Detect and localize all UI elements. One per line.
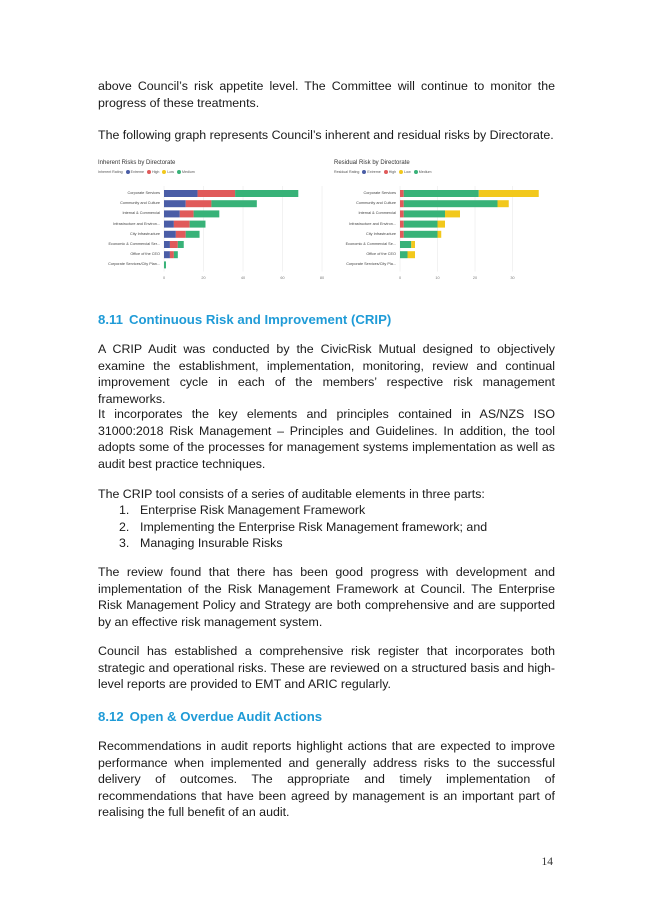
chart-0-tick-label: 20 bbox=[201, 275, 206, 280]
chart-0-plot bbox=[98, 160, 328, 275]
audit-actions-paragraph: Recommendations in audit reports highlight actions that are expected to improve performance when implemented and generally address risks to the successful delivery of outcomes. The appropriate and timely implementation of recommendations that have been agreed by management is an important part of realising the full benefit of an audit. bbox=[98, 739, 555, 819]
chart-1-legend-title: Residual Rating bbox=[334, 170, 360, 174]
chart-1-bar-high bbox=[400, 231, 404, 238]
chart-1-category-label: Corporate Services/City Pla... bbox=[346, 262, 396, 267]
chart-1-category-label: Corporate Services bbox=[363, 191, 396, 195]
chart-0-category-label: Corporate Services/City Plan... bbox=[108, 262, 160, 267]
chart-0-bar-high bbox=[170, 251, 174, 258]
chart-1-bar-medium bbox=[400, 251, 408, 258]
chart-1-legend-entry: Medium bbox=[418, 170, 432, 174]
inherent-risks-chart bbox=[98, 160, 328, 280]
chart-1-bar-high bbox=[400, 200, 404, 207]
chart-0-category-label: Office of the CEO bbox=[130, 252, 160, 257]
section-8-12-number: 8.12 bbox=[98, 709, 124, 724]
chart-0-legend-entry: Medium bbox=[181, 170, 195, 174]
chart-0-category-label: City Infrastructure bbox=[130, 231, 160, 236]
chart-1-legend-entry: Low bbox=[404, 170, 411, 174]
chart-1-bar-medium bbox=[404, 200, 498, 207]
chart-1-tick-label: 10 bbox=[435, 275, 440, 280]
crip-paragraph-2: It incorporates the key elements and principles contained in AS/NZS ISO 31000:2018 Risk Management – Principles and Guidelines. In addition, the tool adopts some of the processes for management systems implementation as well as audit best practice techniques. bbox=[98, 407, 555, 471]
crip-parts-list bbox=[98, 502, 487, 552]
chart-0-bar-extreme bbox=[164, 231, 176, 238]
list-item: 3. Managing Insurable Risks bbox=[119, 536, 283, 550]
chart-0-bar-extreme bbox=[164, 241, 170, 248]
intro-paragraph-1: above Council’s risk appetite level. The Committee will continue to monitor the progress of these treatments. bbox=[98, 79, 555, 110]
chart-1-bar-high bbox=[400, 210, 404, 217]
chart-1-tick-label: 20 bbox=[472, 275, 478, 280]
chart-1-bar-medium bbox=[404, 210, 445, 217]
chart-0-category-label: Corporate Services bbox=[127, 191, 160, 195]
chart-0-category-label: Internal & Commercial bbox=[122, 211, 160, 216]
chart-0-bar-medium bbox=[190, 221, 206, 228]
chart-1-bar-medium bbox=[404, 221, 438, 228]
chart-0-bar-extreme bbox=[164, 221, 174, 228]
chart-0-bar-extreme bbox=[164, 200, 186, 207]
chart-0-bar-medium bbox=[174, 251, 178, 258]
chart-1-bar-low bbox=[445, 210, 460, 217]
chart-0-tick-label: 60 bbox=[280, 275, 285, 280]
section-8-11-heading bbox=[98, 311, 391, 328]
chart-1-title: Residual Risk by Directorate bbox=[334, 160, 410, 166]
chart-1-bar-low bbox=[498, 200, 509, 207]
chart-0-legend-entry: Low bbox=[167, 170, 174, 174]
chart-0-bar-extreme bbox=[164, 251, 170, 258]
chart-0-bar-medium bbox=[164, 261, 166, 268]
chart-0-bar-extreme bbox=[164, 210, 180, 217]
chart-0-bar-medium bbox=[186, 231, 200, 238]
chart-0-bar-high bbox=[198, 190, 236, 197]
chart-1-bar-low bbox=[438, 221, 446, 228]
chart-1-bar-medium bbox=[400, 241, 411, 248]
chart-1-bar-low bbox=[438, 231, 442, 238]
list-item: 1. Enterprise Risk Management Framework bbox=[119, 503, 366, 517]
section-8-12-title: Open & Overdue Audit Actions bbox=[129, 709, 323, 724]
residual-risks-chart bbox=[334, 160, 556, 280]
chart-0-category-label: Economic & Commercial Ser... bbox=[108, 242, 160, 246]
chart-1-tick-label: 0 bbox=[398, 275, 402, 280]
crip-paragraph-1: A CRIP Audit was conducted by the CivicRisk Mutual designed to objectively examine the establishment, implementation, monitoring, review and continual improvement cycle in each of the members’ respective risk management frameworks. bbox=[98, 342, 555, 406]
chart-0-bar-medium bbox=[235, 190, 298, 197]
page-number: 14 bbox=[541, 856, 553, 868]
chart-0-category-label: Community and Culture bbox=[120, 201, 160, 206]
chart-0-bar-high bbox=[180, 210, 194, 217]
chart-1-legend-entry: Extreme bbox=[367, 170, 381, 174]
chart-0-tick-label: 80 bbox=[319, 275, 325, 280]
chart-0-tick-label: 0 bbox=[162, 275, 166, 280]
intro-paragraph-2: The following graph represents Council’s inherent and residual risks by Directorate. bbox=[98, 128, 554, 142]
chart-0-legend-entry: Extreme bbox=[130, 170, 144, 174]
crip-paragraph-4: The review found that there has been good progress with development and implementation of the Risk Management Framework at Council. The Enterprise Risk Management Policy and Strategy are both comprehensive and are supported by an effective risk management system. bbox=[98, 565, 555, 629]
chart-0-bar-high bbox=[174, 221, 190, 228]
section-8-12-heading bbox=[98, 708, 322, 725]
chart-0-bar-medium bbox=[211, 200, 256, 207]
chart-0-title: Inherent Risks by Directorate bbox=[98, 160, 176, 166]
chart-1-bar-low bbox=[411, 241, 415, 248]
chart-1-bar-medium bbox=[404, 190, 479, 197]
chart-0-bar-high bbox=[186, 200, 212, 207]
chart-1-legend-entry: High bbox=[388, 170, 397, 174]
chart-0-bar-high bbox=[176, 231, 186, 238]
chart-1-category-label: Office of the CEO bbox=[366, 252, 396, 257]
chart-1-category-label: Internal & Commercial bbox=[358, 211, 396, 216]
chart-1-bar-medium bbox=[404, 231, 438, 238]
chart-0-legend-title: Inherent Rating bbox=[98, 170, 123, 174]
chart-1-plot bbox=[334, 160, 556, 275]
chart-0-bar-medium bbox=[194, 210, 220, 217]
chart-0-bar-high bbox=[170, 241, 178, 248]
section-8-11-number: 8.11 bbox=[98, 312, 123, 327]
chart-1-bar-low bbox=[479, 190, 539, 197]
chart-1-category-label: Economic & Commercial Se... bbox=[345, 242, 396, 246]
chart-0-tick-label: 40 bbox=[240, 275, 246, 280]
chart-1-bar-high bbox=[400, 221, 404, 228]
chart-1-category-label: City Infrastructure bbox=[366, 231, 396, 236]
chart-0-bar-extreme bbox=[164, 190, 198, 197]
section-8-11-title: Continuous Risk and Improvement (CRIP) bbox=[128, 312, 392, 327]
chart-1-tick-label: 30 bbox=[510, 275, 515, 280]
chart-1-bar-low bbox=[408, 251, 416, 258]
chart-1-bar-high bbox=[400, 190, 404, 197]
chart-1-category-label: Community and Culture bbox=[356, 201, 396, 206]
crip-paragraph-5: Council has established a comprehensive risk register that incorporates both strategic and operational risks. These are reviewed on a structured basis and high-level reports are provided to EMT and ARIC regularly. bbox=[98, 644, 555, 691]
chart-1-category-label: Infrastructure and Environ... bbox=[349, 221, 396, 226]
chart-0-bar-medium bbox=[178, 241, 184, 248]
list-item: 2. Implementing the Enterprise Risk Management framework; and bbox=[119, 519, 488, 534]
crip-paragraph-3: The CRIP tool consists of a series of auditable elements in three parts: bbox=[98, 487, 485, 501]
chart-0-legend-entry: High bbox=[151, 170, 160, 174]
chart-0-category-label: Infrastructure and Environ... bbox=[113, 221, 160, 226]
